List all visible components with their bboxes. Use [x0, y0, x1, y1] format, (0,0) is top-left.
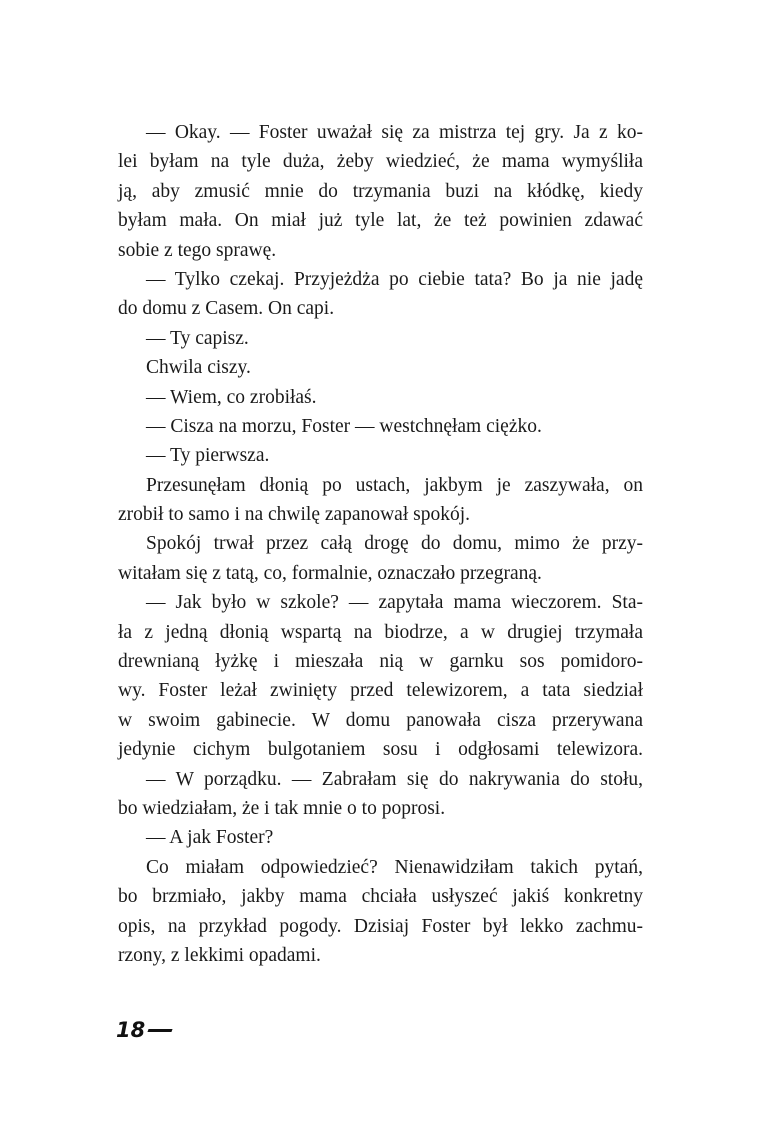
text-line: — A jak Foster?	[146, 827, 274, 849]
text-line: zrobił to samo i na chwilę zapanował spokój.	[118, 504, 470, 526]
text-line: rzony, z lekkimi opadami.	[118, 944, 321, 966]
page-number-label: 18	[116, 1018, 146, 1042]
text-line: do domu z Casem. On capi.	[118, 298, 335, 320]
text-line: wy. Foster leżał zwinięty przed telewizorem, a tata siedział	[118, 680, 643, 702]
text-line: drewnianą łyżkę i mieszała nią w garnku sos pomidoro-	[118, 651, 643, 673]
text-line: ją, aby zmusić mnie do trzymania buzi na kłódkę, kiedy	[118, 180, 643, 202]
text-line: bo wiedziałam, że i tak mnie o to poprosi.	[118, 797, 446, 819]
text-line: — Cisza na morzu, Foster — westchnęłam ciężko.	[146, 415, 542, 437]
page-number-dash	[148, 1029, 173, 1032]
text-line: — Tylko czekaj. Przyjeżdża po ciebie tata? Bo ja nie jadę	[146, 268, 643, 290]
text-line: lei byłam na tyle duża, żeby wiedzieć, że mama wymyśliła	[118, 151, 643, 173]
page-number	[116, 1018, 172, 1042]
text-line: sobie z tego sprawę.	[118, 239, 277, 261]
text-line: bo brzmiało, jakby mama chciała usłyszeć jakiś konkretny	[118, 886, 643, 908]
text-line: — Ty capisz.	[146, 327, 249, 349]
text-line: byłam mała. On miał już tyle lat, że też powinien zdawać	[118, 210, 643, 232]
body-text	[118, 118, 643, 970]
text-line: — Okay. — Foster uważał się za mistrza tej gry. Ja z ko-	[146, 122, 643, 143]
text-line: opis, na przykład pogody. Dzisiaj Foster był lekko zachmu-	[118, 915, 643, 937]
text-line: jedynie cichym bulgotaniem sosu i odgłosami telewizora.	[118, 739, 643, 761]
text-line: — Ty pierwsza.	[146, 445, 270, 467]
text-line: Przesunęłam dłonią po ustach, jakbym je zaszywała, on	[146, 474, 643, 496]
text-line: ła z jedną dłonią wspartą na biodrze, a w drugiej trzymała	[118, 621, 643, 643]
text-line: Co miałam odpowiedzieć? Nienawidziłam takich pytań,	[146, 856, 643, 878]
text-line: Spokój trwał przez całą drogę do domu, mimo że przy-	[146, 533, 643, 555]
text-line: — Wiem, co zrobiłaś.	[146, 386, 317, 408]
text-line: — Jak było w szkole? — zapytała mama wieczorem. Sta-	[146, 592, 643, 614]
text-line: w swoim gabinecie. W domu panowała cisza przerywana	[118, 709, 643, 731]
text-line: witałam się z tatą, co, formalnie, oznaczało przegraną.	[118, 562, 542, 584]
text-line: Chwila ciszy.	[146, 357, 251, 379]
text-line: — W porządku. — Zabrałam się do nakrywania do stołu,	[146, 768, 643, 790]
